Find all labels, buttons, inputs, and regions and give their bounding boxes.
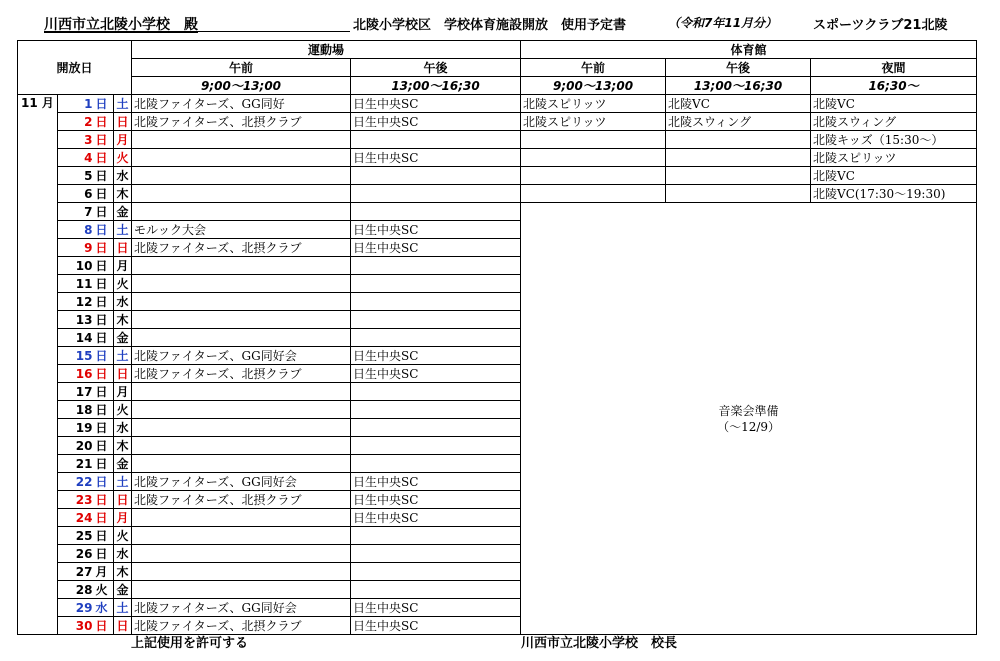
ground-pm-cell: 日生中央SC <box>351 149 521 167</box>
weekday: 火 <box>114 401 132 419</box>
day-number: 11 <box>58 275 95 293</box>
ground-am-cell <box>132 383 351 401</box>
day-number: 26 <box>58 545 95 563</box>
day-label: 水 <box>95 599 114 617</box>
weekday: 水 <box>114 293 132 311</box>
ground-pm-cell: 日生中央SC <box>351 473 521 491</box>
day-number: 21 <box>58 455 95 473</box>
ground-pm-cell <box>351 311 521 329</box>
weekday: 土 <box>114 221 132 239</box>
permission-text: 上記使用を許可する <box>131 636 249 651</box>
ground-pm-cell <box>351 131 521 149</box>
day-label: 日 <box>95 401 114 419</box>
schedule-table <box>17 40 977 635</box>
ground-pm-cell <box>351 203 521 221</box>
ground-am-cell <box>132 257 351 275</box>
gym-night-cell: 北陵VC <box>811 95 977 113</box>
ground-am-cell <box>132 401 351 419</box>
day-number: 12 <box>58 293 95 311</box>
ground-pm-cell <box>351 437 521 455</box>
day-label: 日 <box>95 365 114 383</box>
ground-pm-cell <box>351 185 521 203</box>
day-number: 24 <box>58 509 95 527</box>
table-row <box>18 185 977 203</box>
day-label: 日 <box>95 95 114 113</box>
weekday: 水 <box>114 419 132 437</box>
gym-pm-cell <box>666 149 811 167</box>
weekday: 木 <box>114 563 132 581</box>
ground-am-cell <box>132 329 351 347</box>
day-number: 4 <box>58 149 95 167</box>
ground-header: 運動場 <box>132 41 521 59</box>
ground-pm-cell <box>351 293 521 311</box>
weekday: 日 <box>114 239 132 257</box>
merged-note-line2: （〜12/9） <box>717 419 781 434</box>
ground-pm-cell <box>351 545 521 563</box>
ground-am-cell <box>132 293 351 311</box>
merged-note-line1: 音楽会準備 <box>718 403 779 418</box>
ground-am-cell: 北陵ファイターズ、北摂クラブ <box>132 617 351 635</box>
gym-night-cell: 北陵スウィング <box>811 113 977 131</box>
day-number: 13 <box>58 311 95 329</box>
day-label: 月 <box>95 563 114 581</box>
gym-am-time: 9;00〜13;00 <box>521 77 666 95</box>
ground-pm-cell <box>351 257 521 275</box>
table-row <box>18 113 977 131</box>
table-row <box>18 131 977 149</box>
day-number: 18 <box>58 401 95 419</box>
gym-pm-cell <box>666 167 811 185</box>
gym-pm-time: 13;00〜16;30 <box>666 77 811 95</box>
day-number: 17 <box>58 383 95 401</box>
ground-am-cell <box>132 563 351 581</box>
ground-am-cell: 北陵ファイターズ、GG同好 <box>132 95 351 113</box>
ground-pm-cell <box>351 275 521 293</box>
day-label: 日 <box>95 617 114 635</box>
day-number: 15 <box>58 347 95 365</box>
gym-merged-cell <box>521 203 977 635</box>
ground-pm-cell: 日生中央SC <box>351 509 521 527</box>
day-number: 29 <box>58 599 95 617</box>
day-label: 日 <box>95 257 114 275</box>
weekday: 木 <box>114 311 132 329</box>
weekday: 月 <box>114 257 132 275</box>
gym-am-cell <box>521 185 666 203</box>
gym-header: 体育館 <box>521 41 977 59</box>
day-label: 日 <box>95 203 114 221</box>
ground-pm-cell: 日生中央SC <box>351 491 521 509</box>
weekday: 木 <box>114 185 132 203</box>
weekday: 土 <box>114 347 132 365</box>
ground-pm-cell <box>351 329 521 347</box>
weekday: 月 <box>114 509 132 527</box>
day-label: 日 <box>95 491 114 509</box>
ground-am-cell: 北陵ファイターズ、GG同好会 <box>132 599 351 617</box>
gym-night-cell: 北陵スピリッツ <box>811 149 977 167</box>
day-label: 日 <box>95 239 114 257</box>
ground-pm-cell <box>351 527 521 545</box>
ground-pm-cell: 日生中央SC <box>351 347 521 365</box>
day-number: 3 <box>58 131 95 149</box>
day-label: 日 <box>95 455 114 473</box>
weekday: 水 <box>114 167 132 185</box>
day-label: 日 <box>95 419 114 437</box>
gym-am-header: 午前 <box>521 59 666 77</box>
ground-am-cell <box>132 509 351 527</box>
weekday: 日 <box>114 617 132 635</box>
gym-am-cell <box>521 149 666 167</box>
gym-am-cell <box>521 131 666 149</box>
addressee: 川西市立北陵小学校 殿 <box>44 17 198 33</box>
ground-am-cell: モルック大会 <box>132 221 351 239</box>
ground-am-cell <box>132 149 351 167</box>
day-label: 日 <box>95 509 114 527</box>
weekday: 火 <box>114 275 132 293</box>
ground-pm-cell <box>351 455 521 473</box>
ground-pm-cell <box>351 167 521 185</box>
day-label: 日 <box>95 275 114 293</box>
schedule-body <box>18 95 977 635</box>
table-row <box>18 203 977 221</box>
ground-am-cell <box>132 455 351 473</box>
ground-am-cell <box>132 437 351 455</box>
day-label: 日 <box>95 113 114 131</box>
day-label: 日 <box>95 293 114 311</box>
gym-am-cell: 北陵スピリッツ <box>521 113 666 131</box>
day-label: 日 <box>95 221 114 239</box>
ground-am-cell: 北陵ファイターズ、北摂クラブ <box>132 365 351 383</box>
day-number: 7 <box>58 203 95 221</box>
gym-night-header: 夜間 <box>811 59 977 77</box>
ground-am-cell: 北陵ファイターズ、北摂クラブ <box>132 491 351 509</box>
ground-am-header: 午前 <box>132 59 351 77</box>
weekday: 日 <box>114 491 132 509</box>
table-row <box>18 167 977 185</box>
day-number: 23 <box>58 491 95 509</box>
ground-pm-cell: 日生中央SC <box>351 95 521 113</box>
day-label: 日 <box>95 149 114 167</box>
day-number: 28 <box>58 581 95 599</box>
ground-am-cell <box>132 275 351 293</box>
day-number: 19 <box>58 419 95 437</box>
gym-am-cell <box>521 167 666 185</box>
weekday: 土 <box>114 599 132 617</box>
day-label: 日 <box>95 347 114 365</box>
day-label: 日 <box>95 329 114 347</box>
day-number: 2 <box>58 113 95 131</box>
ground-am-cell: 北陵ファイターズ、GG同好会 <box>132 473 351 491</box>
day-number: 6 <box>58 185 95 203</box>
ground-pm-cell <box>351 581 521 599</box>
weekday: 日 <box>114 365 132 383</box>
ground-am-cell <box>132 311 351 329</box>
day-number: 20 <box>58 437 95 455</box>
ground-pm-cell: 日生中央SC <box>351 365 521 383</box>
day-label: 日 <box>95 545 114 563</box>
ground-pm-cell <box>351 419 521 437</box>
principal-signature: 川西市立北陵小学校 校長 <box>521 636 678 651</box>
ground-pm-cell <box>351 383 521 401</box>
day-label: 日 <box>95 185 114 203</box>
day-number: 22 <box>58 473 95 491</box>
gym-pm-cell: 北陵スウィング <box>666 113 811 131</box>
weekday: 金 <box>114 203 132 221</box>
gym-pm-header: 午後 <box>666 59 811 77</box>
gym-night-cell: 北陵VC(17:30〜19:30) <box>811 185 977 203</box>
ground-am-cell <box>132 419 351 437</box>
ground-am-time: 9;00〜13;00 <box>132 77 351 95</box>
weekday: 金 <box>114 329 132 347</box>
table-row <box>18 149 977 167</box>
day-number: 16 <box>58 365 95 383</box>
ground-am-cell: 北陵ファイターズ、GG同好会 <box>132 347 351 365</box>
ground-pm-cell: 日生中央SC <box>351 221 521 239</box>
day-number: 1 <box>58 95 95 113</box>
ground-pm-time: 13;00〜16;30 <box>351 77 521 95</box>
ground-pm-cell: 日生中央SC <box>351 617 521 635</box>
day-label: 日 <box>95 167 114 185</box>
weekday: 土 <box>114 95 132 113</box>
weekday: 月 <box>114 383 132 401</box>
ground-am-cell <box>132 581 351 599</box>
day-label: 日 <box>95 311 114 329</box>
weekday: 水 <box>114 545 132 563</box>
ground-pm-cell <box>351 401 521 419</box>
gym-pm-cell <box>666 131 811 149</box>
weekday: 火 <box>114 527 132 545</box>
weekday: 火 <box>114 149 132 167</box>
day-label: 日 <box>95 473 114 491</box>
gym-pm-cell: 北陵VC <box>666 95 811 113</box>
ground-am-cell <box>132 185 351 203</box>
open-day-header: 開放日 <box>18 41 132 95</box>
addressee-underline <box>44 31 350 32</box>
day-label: 日 <box>95 437 114 455</box>
gym-am-cell: 北陵スピリッツ <box>521 95 666 113</box>
day-number: 5 <box>58 167 95 185</box>
day-number: 9 <box>58 239 95 257</box>
table-row <box>18 95 977 113</box>
ground-am-cell <box>132 203 351 221</box>
weekday: 木 <box>114 437 132 455</box>
gym-night-time: 16;30〜 <box>811 77 977 95</box>
period-label: （令和7年11月分） <box>668 16 778 30</box>
ground-pm-cell: 日生中央SC <box>351 599 521 617</box>
gym-night-cell: 北陵VC <box>811 167 977 185</box>
ground-am-cell: 北陵ファイターズ、北摂クラブ <box>132 239 351 257</box>
day-label: 火 <box>95 581 114 599</box>
ground-am-cell <box>132 545 351 563</box>
ground-pm-cell: 日生中央SC <box>351 113 521 131</box>
day-label: 日 <box>95 131 114 149</box>
day-label: 日 <box>95 527 114 545</box>
weekday: 日 <box>114 113 132 131</box>
ground-pm-header: 午後 <box>351 59 521 77</box>
day-number: 27 <box>58 563 95 581</box>
gym-pm-cell <box>666 185 811 203</box>
day-number: 30 <box>58 617 95 635</box>
document-title: 北陵小学校区 学校体育施設開放 使用予定書 <box>353 18 627 33</box>
day-number: 25 <box>58 527 95 545</box>
day-label: 日 <box>95 383 114 401</box>
gym-night-cell: 北陵キッズ（15:30〜） <box>811 131 977 149</box>
day-number: 8 <box>58 221 95 239</box>
ground-am-cell <box>132 131 351 149</box>
club-name: スポーツクラブ21北陵 <box>813 18 948 33</box>
day-number: 14 <box>58 329 95 347</box>
ground-am-cell <box>132 167 351 185</box>
day-number: 10 <box>58 257 95 275</box>
weekday: 土 <box>114 473 132 491</box>
ground-pm-cell <box>351 563 521 581</box>
month-label: 11 月 <box>18 95 58 635</box>
weekday: 月 <box>114 131 132 149</box>
ground-am-cell <box>132 527 351 545</box>
weekday: 金 <box>114 581 132 599</box>
ground-pm-cell: 日生中央SC <box>351 239 521 257</box>
ground-am-cell: 北陵ファイターズ、北摂クラブ <box>132 113 351 131</box>
weekday: 金 <box>114 455 132 473</box>
